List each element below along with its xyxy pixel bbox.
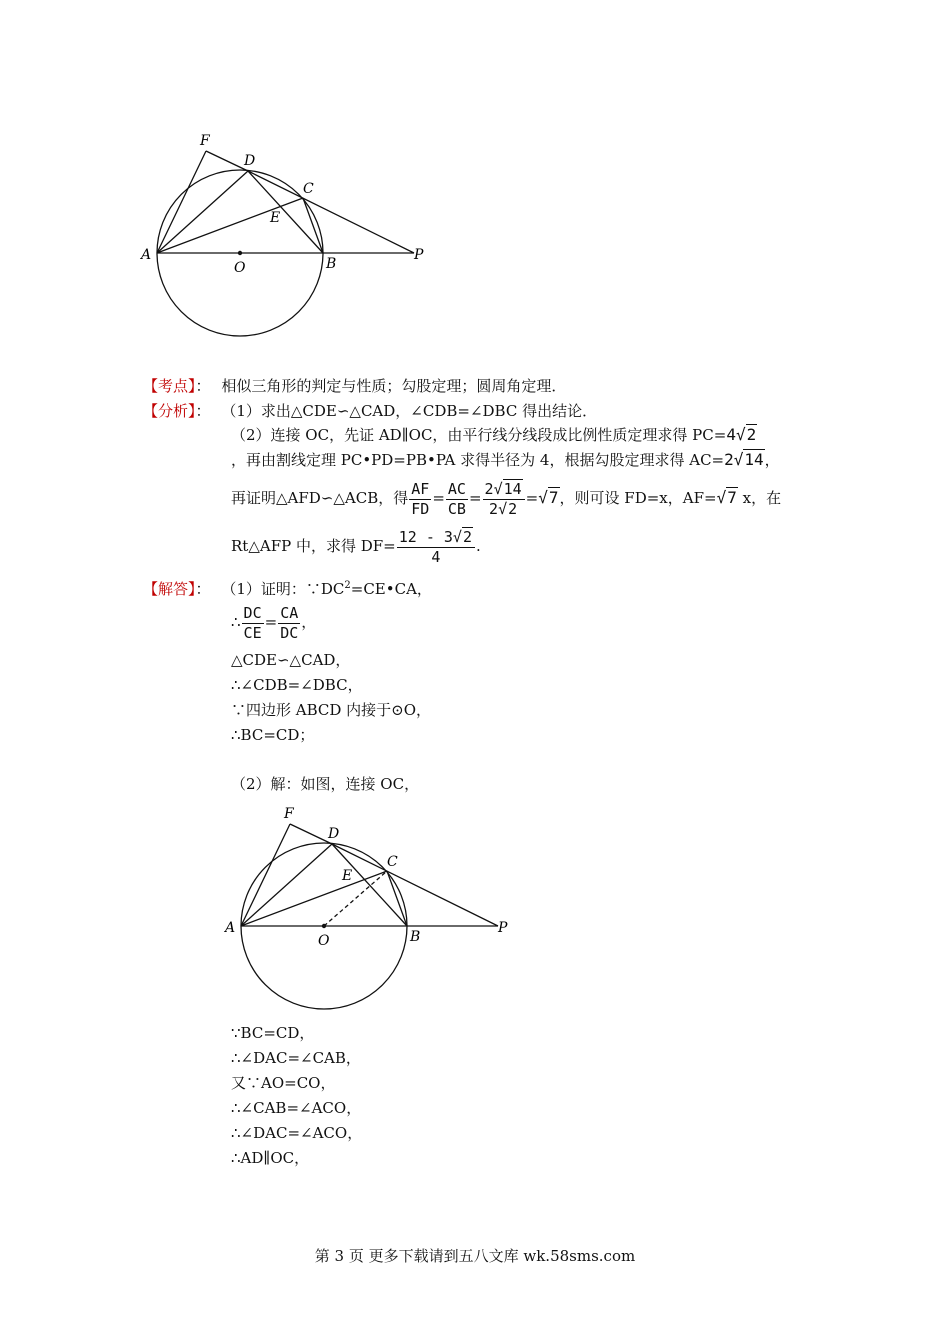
- label-c: C: [303, 181, 314, 197]
- jieda-line-10: 又∵AO=CO，: [231, 1074, 336, 1092]
- fenxi-line-3: ，再由割线定理 PC•PD=PB•PA 求得半径为 4，根据勾股定理求得 AC=2√14，: [231, 450, 780, 469]
- jieda-line-12: ∴∠DAC=∠ACO，: [231, 1124, 363, 1142]
- kaodian-line: 【考点】： 相似三角形的判定与性质；勾股定理；圆周角定理．: [143, 377, 567, 395]
- kaodian-tag: 【考点】: [143, 377, 196, 395]
- jieda-line-8: ∵BC=CD，: [231, 1024, 315, 1042]
- label-p: P: [414, 247, 424, 263]
- jieda-line-7: （2）解：如图，连接 OC，: [231, 775, 420, 793]
- fenxi-line-5: Rt△AFP 中，求得 DF= $\frac{12 - 3√2}{4}$ .: [231, 527, 481, 566]
- label-d: D: [328, 826, 340, 842]
- geometry-figure-1: [138, 125, 438, 345]
- label-o: O: [234, 260, 246, 276]
- segment-ad: [241, 844, 332, 926]
- kaodian-text: 相似三角形的判定与性质；勾股定理；圆周角定理．: [221, 377, 567, 395]
- label-b: B: [410, 929, 421, 945]
- jieda-line-5: ∵四边形 ABCD 内接于⊙O，: [231, 701, 432, 719]
- label-c: C: [387, 854, 398, 870]
- jieda-line-11: ∴∠CAB=∠ACO，: [231, 1099, 362, 1117]
- segment-ad: [157, 171, 248, 253]
- label-b: B: [326, 256, 337, 272]
- fenxi-line-4: 再证明△AFD∽△ACB，得 $\frac{AF}{FD}$ = $\frac{AC}{CB}$ = $\frac{2√14}{2√2}$ =√7，则可设 FD=x，AF=√7 x，在: [231, 479, 782, 518]
- jieda-line-6: ∴BC=CD；: [231, 726, 315, 744]
- label-f: F: [284, 806, 294, 822]
- geometry-figure-2: [222, 798, 522, 1018]
- label-p: P: [498, 920, 508, 936]
- segment-fd: [206, 151, 248, 171]
- jieda-line-2: ∴ $\frac{DC}{CE}$ = $\frac{CA}{DC}$ ，: [231, 603, 317, 642]
- segment-oc-dashed: [324, 871, 387, 926]
- fenxi-line-1: 【分析】： （1）求出△CDE∽△CAD，∠CDB=∠DBC 得出结论．: [143, 402, 598, 420]
- jieda-tag: 【解答】: [143, 580, 196, 598]
- label-e: E: [270, 210, 281, 226]
- jieda-line-1: 【解答】： （1）证明：$\because DC^2=CE•CA$，: [143, 580, 432, 598]
- label-a: A: [225, 920, 236, 936]
- jieda-line-3: △CDE∽△CAD，: [231, 651, 351, 669]
- page-footer: 第 3 页 更多下载请到五八文库 wk.58sms.com: [314, 1247, 636, 1265]
- label-o: O: [318, 933, 330, 949]
- jieda-line-4: ∴∠CDB=∠DBC，: [231, 676, 363, 694]
- label-d: D: [244, 153, 256, 169]
- segment-pd: [332, 844, 498, 926]
- fenxi-tag: 【分析】: [143, 402, 196, 420]
- label-f: F: [200, 133, 210, 149]
- label-a: A: [141, 247, 152, 263]
- label-e: E: [342, 868, 353, 884]
- segment-fd: [290, 824, 332, 844]
- fenxi-line-2: （2）连接 OC，先证 AD∥OC，由平行线分线段成比例性质定理求得 PC=4√2: [231, 425, 757, 444]
- jieda-line-9: ∴∠DAC=∠CAB，: [231, 1049, 361, 1067]
- jieda-line-13: ∴AD∥OC，: [231, 1149, 310, 1167]
